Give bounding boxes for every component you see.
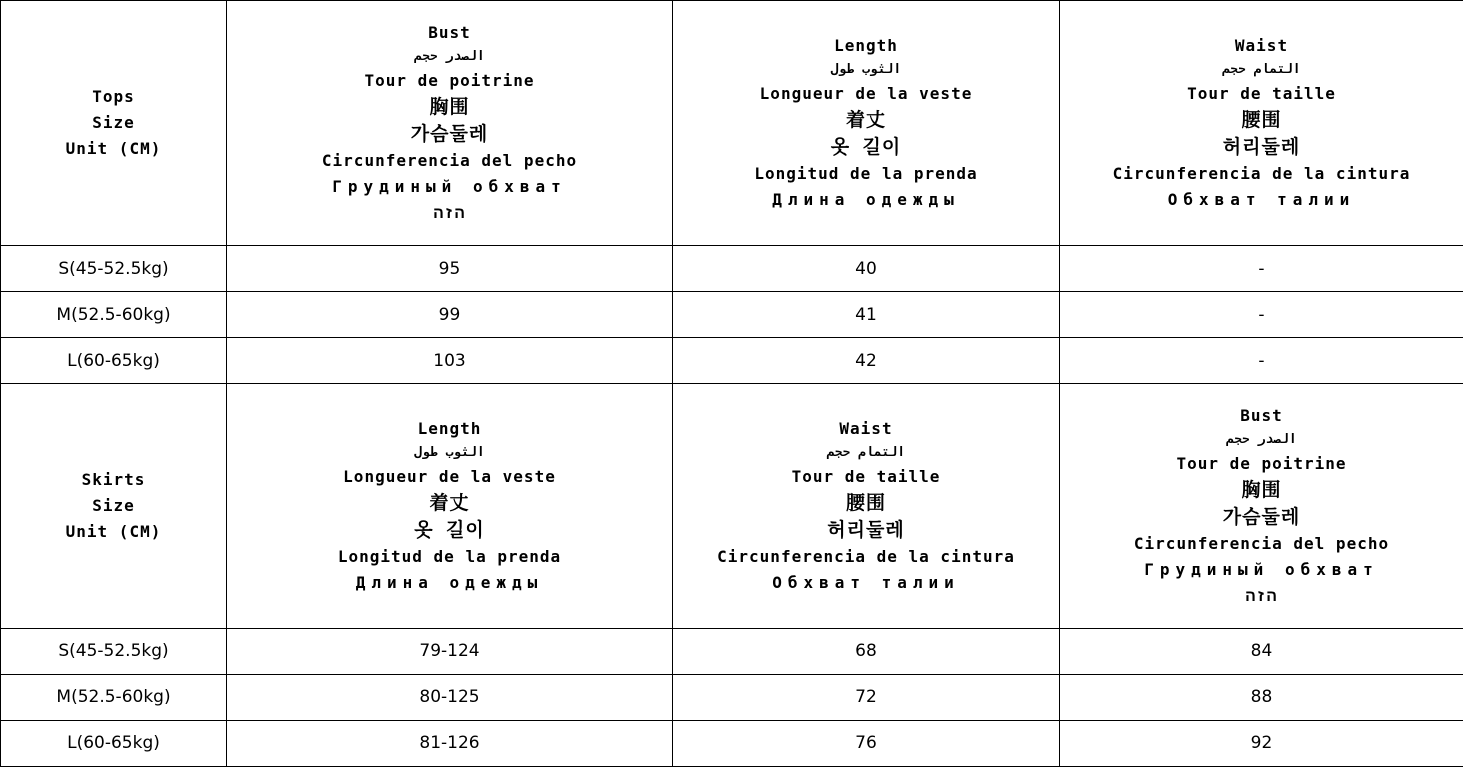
size-cell: L(60-65kg): [1, 338, 227, 384]
header-zh: 腰围: [1241, 109, 1282, 132]
length-value: 41: [673, 292, 1060, 338]
header-ar: الصدر حجم: [414, 49, 485, 65]
table-row: [1, 674, 1463, 720]
table-row: [1, 628, 1463, 674]
header-ru: Обхват талии: [1167, 190, 1356, 210]
waist-value: -: [1060, 338, 1463, 384]
size-cell: S(45-52.5kg): [1, 628, 227, 674]
size-cell: M(52.5-60kg): [1, 292, 227, 338]
tops-label-title: Tops: [92, 87, 135, 107]
size-cell: L(60-65kg): [1, 720, 227, 766]
header-ru: Грудиный обхват: [1144, 560, 1379, 580]
length-value: 42: [673, 338, 1060, 384]
header-en: Length: [417, 419, 482, 439]
tops-header-row: [1, 1, 1463, 246]
header-he: הזה: [1245, 586, 1278, 606]
header-zh: 胸围: [1241, 479, 1282, 502]
waist-value: 68: [673, 628, 1060, 674]
header-he: הזה: [433, 203, 466, 223]
bust-value: 88: [1060, 674, 1463, 720]
header-en: Waist: [839, 419, 893, 439]
length-value: 81-126: [227, 720, 673, 766]
header-es: Circunferencia del pecho: [321, 151, 578, 171]
header-zh: 腰围: [845, 492, 886, 515]
waist-value: -: [1060, 246, 1463, 292]
table-row: [1, 338, 1463, 384]
header-en: Length: [834, 36, 898, 56]
bust-value: 95: [227, 246, 673, 292]
length-value: 80-125: [227, 674, 673, 720]
header-es: Longitud de la prenda: [754, 164, 978, 184]
header-en: Waist: [1234, 36, 1289, 56]
header-en: Bust: [428, 23, 471, 43]
header-ru: Грудиный обхват: [332, 177, 567, 197]
header-fr: Tour de taille: [791, 467, 941, 487]
header-ko: 허리둘레: [1222, 136, 1301, 159]
bust-value: 103: [227, 338, 673, 384]
waist-value: 72: [673, 674, 1060, 720]
tops-length-header: [673, 1, 1060, 246]
waist-value: -: [1060, 292, 1463, 338]
header-ko: 옷 길이: [830, 136, 902, 159]
skirts-label-cell: [1, 384, 227, 628]
tops-waist-header: [1060, 1, 1463, 246]
header-en: Bust: [1240, 406, 1283, 426]
header-fr: Longueur de la veste: [343, 467, 556, 487]
header-ko: 가슴둘레: [410, 123, 489, 146]
bust-value: 84: [1060, 628, 1463, 674]
size-cell: M(52.5-60kg): [1, 674, 227, 720]
skirts-waist-header: [673, 384, 1060, 628]
length-value: 79-124: [227, 628, 673, 674]
header-zh: 着丈: [845, 109, 886, 132]
bust-value: 92: [1060, 720, 1463, 766]
table-row: [1, 720, 1463, 766]
header-ko: 가슴둘레: [1222, 506, 1301, 529]
skirts-label-unit: Unit (CM): [65, 522, 162, 542]
header-ar: التمام حجم: [826, 445, 906, 461]
header-fr: Tour de poitrine: [1176, 454, 1347, 474]
header-es: Circunferencia del pecho: [1133, 534, 1390, 554]
header-zh: 着丈: [429, 492, 470, 515]
skirts-length-header: [227, 384, 673, 628]
header-fr: Tour de taille: [1187, 84, 1336, 104]
header-ar: الثوب طول: [830, 62, 902, 78]
header-ar: الثوب طول: [414, 445, 485, 461]
skirts-label-title: Skirts: [81, 470, 146, 490]
header-es: Circunferencia de la cintura: [717, 547, 1015, 567]
skirts-bust-header: [1060, 384, 1463, 628]
header-fr: Longueur de la veste: [759, 84, 973, 104]
header-zh: 胸围: [429, 96, 470, 119]
header-ar: التمام حجم: [1222, 62, 1301, 78]
tops-label-size: Size: [92, 113, 135, 133]
header-fr: Tour de poitrine: [364, 71, 535, 91]
size-cell: S(45-52.5kg): [1, 246, 227, 292]
header-ru: Обхват талии: [772, 573, 960, 593]
table-row: [1, 292, 1463, 338]
waist-value: 76: [673, 720, 1060, 766]
header-ko: 옷 길이: [414, 519, 485, 542]
header-ar: الصدر حجم: [1226, 432, 1297, 448]
table-row: [1, 246, 1463, 292]
tops-bust-header: [227, 1, 673, 246]
header-ru: Длина одежды: [772, 190, 960, 210]
header-es: Circunferencia de la cintura: [1112, 164, 1411, 184]
skirts-header-row: [1, 384, 1463, 628]
length-value: 40: [673, 246, 1060, 292]
header-es: Longitud de la prenda: [337, 547, 562, 567]
header-ko: 허리둘레: [827, 519, 905, 542]
skirts-label-size: Size: [92, 496, 135, 516]
tops-label-cell: [1, 1, 227, 246]
header-ru: Длина одежды: [355, 573, 544, 593]
bust-value: 99: [227, 292, 673, 338]
tops-label-unit: Unit (CM): [65, 139, 162, 159]
